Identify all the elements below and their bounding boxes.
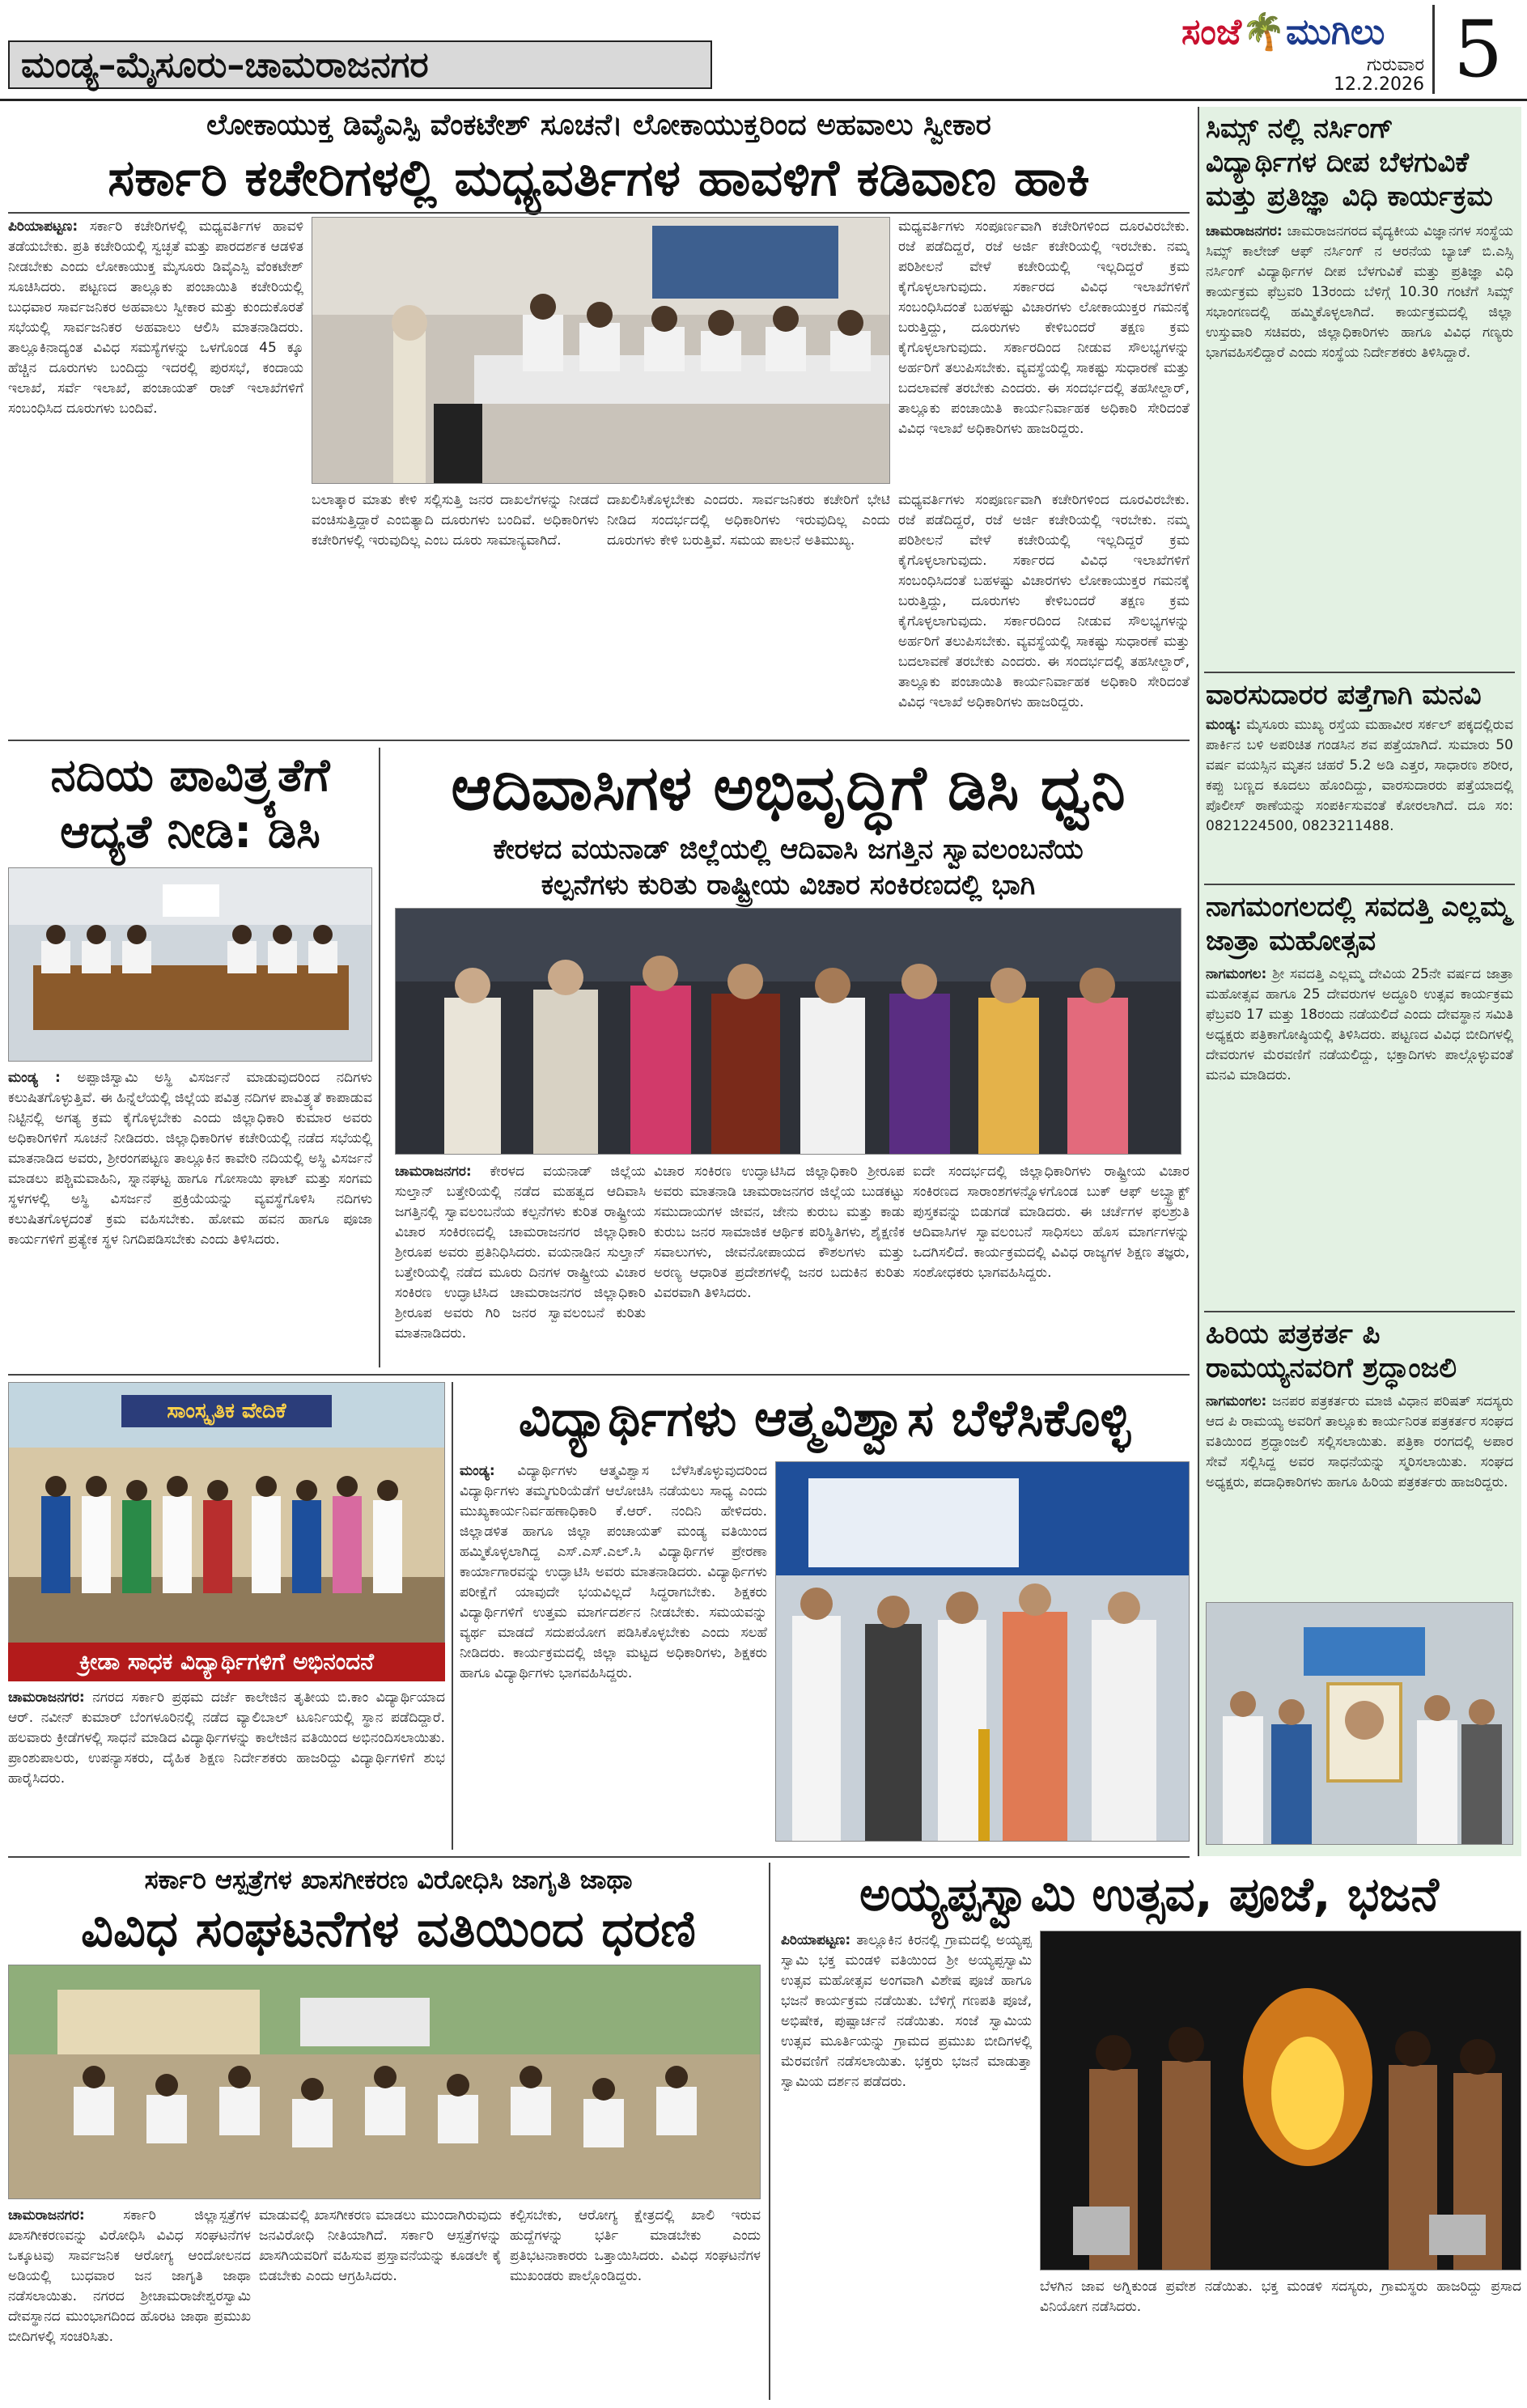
issue-day: ಗುರುವಾರ	[1366, 55, 1424, 75]
story1-bottom-rule	[8, 740, 1190, 741]
story2-headline-2: ಆದ್ಯತೆ ನೀಡಿ: ಡಿಸಿ	[60, 806, 320, 858]
sidebar-story2-headline: ವಾರಸುದಾರರ ಪತ್ತೆಗಾಗಿ ಮನವಿ	[1206, 679, 1482, 711]
mid-rule	[8, 1374, 1190, 1376]
story5-headline: ವಿದ್ಯಾರ್ಥಿಗಳು ಆತ್ಮವಿಶ್ವಾಸ ಬೆಳೆಸಿಕೊಳ್ಳಿ	[518, 1388, 1131, 1448]
story3-column-2: ವಿಚಾರ ಸಂಕಿರಣ ಉದ್ಘಾಟಿಸಿದ ಜಿಲ್ಲಾಧಿಕಾರಿ ಶ್ರೀರೂಪ ಅವರು ಮಾತನಾಡಿ ಚಾಮರಾಜನಗರ ಜಿಲ್ಲೆಯ ಬುಡಕಟ್ಟು ಸಮುದಾಯಗಳ ಜೀವನ, ಜೇನು ಕುರುಬ ಮತ್ತು ಕಾಡು ಕುರುಬ ಜನರ ಸಾಮಾಜಿಕ ಆರ್ಥಿಕ ಪರಿಸ್ಥಿತಿಗಳು, ಶೈಕ್ಷಣಿಕ ಸವಾಲುಗಳು, ಜೀವನೋಪಾಯದ ಕೌಶಲಗಳು ಮತ್ತು ಅರಣ್ಯ ಆಧಾರಿತ ಪ್ರದೇಶಗಳಲ್ಲಿ ಜನರ ಬದುಕಿನ ಕುರಿತು ವಿವರವಾಗಿ ತಿಳಿಸಿದರು.	[654, 1164, 905, 1301]
story2-dateline: ಮಂಡ್ಯ :	[8, 1070, 61, 1086]
meeting-hall-photo	[312, 218, 890, 484]
sidebar-photo	[1206, 1602, 1513, 1845]
issue-date: 12.2.2026	[1334, 74, 1424, 95]
lower-rule	[8, 1856, 1190, 1858]
story2-text: ಅಪ್ಪಾಜಿಸ್ವಾಮಿ ಅಸ್ಥಿ ವಿಸರ್ಜನೆ ಮಾಡುವುದರಿಂದ ನದಿಗಳು ಕಲುಷಿತಗೊಳ್ಳುತ್ತಿವೆ. ಈ ಹಿನ್ನೆಲೆಯಲ್ಲಿ ಜಿಲ್ಲೆಯ ಪವಿತ್ರ ನದಿಗಳ ಪಾವಿತ್ರ್ಯತೆ ಕಾಪಾಡುವ ನಿಟ್ಟಿನಲ್ಲಿ ಅಗತ್ಯ ಕ್ರಮ ಕೈಗೊಳ್ಳಬೇಕು ಎಂದು ಜಿಲ್ಲಾಧಿಕಾರಿ ಕುಮಾರ ಅವರು ಅಧಿಕಾರಿಗಳಿಗೆ ಸೂಚನೆ ನೀಡಿದರು. ಜಿಲ್ಲಾಧಿಕಾರಿಗಳ ಕಚೇರಿಯಲ್ಲಿ ನಡೆದ ಸಭೆಯಲ್ಲಿ ಮಾತನಾಡಿದ ಅವರು, ಶ್ರೀರಂಗಪಟ್ಟಣ ತಾಲ್ಲೂಕಿನ ಕಾವೇರಿ ನದಿಯಲ್ಲಿ ಅಸ್ಥಿ ವಿಸರ್ಜನೆ ಮಾಡಲು ಪಶ್ಚಿಮವಾಹಿನಿ, ಸ್ನಾನಘಟ್ಟ ಹಾಗೂ ಗೋಸಾಯಿ ಘಾಟ್ ಮತ್ತು ಸಂಗಮ ಸ್ಥಳಗಳಲ್ಲಿ ಅಸ್ಥಿ ವಿಸರ್ಜನೆ ಪ್ರಕ್ರಿಯೆಯನ್ನು ವ್ಯವಸ್ಥೆಗೊಳಿಸಿ ನದಿಗಳು ಕಲುಷಿತಗೊಳ್ಳದಂತೆ ಕ್ರಮ ವಹಿಸಬೇಕು. ಹೋಮ ಹವನ ಹಾಗೂ ಪೂಜಾ ಕಾರ್ಯಗಳಿಗೆ ಪ್ರತ್ಯೇಕ ಸ್ಥಳ ನಿಗದಿಪಡಿಸಬೇಕು ಎಂದು ತಿಳಿಸಿದರು.	[8, 1070, 372, 1248]
story7-text: ತಾಲ್ಲೂಕಿನ ಕಿರನಲ್ಲಿ ಗ್ರಾಮದಲ್ಲಿ ಅಯ್ಯಪ್ಪ ಸ್ವಾಮಿ ಭಕ್ತ ಮಂಡಳಿ ವತಿಯಿಂದ ಶ್ರೀ ಅಯ್ಯಪ್ಪಸ್ವಾಮಿ ಉತ್ಸವ ಮಹೋತ್ಸವ ಅಂಗವಾಗಿ ವಿಶೇಷ ಪೂಜೆ ಹಾಗೂ ಭಜನೆ ಕಾರ್ಯಕ್ರಮ ನಡೆಯಿತು. ಬೆಳಿಗ್ಗೆ ಗಣಪತಿ ಪೂಜೆ, ಅಭಿಷೇಕ, ಪುಷ್ಪಾರ್ಚನೆ ನಡೆಯಿತು. ಸಂಜೆ ಸ್ವಾಮಿಯ ಉತ್ಸವ ಮೂರ್ತಿಯನ್ನು ಗ್ರಾಮದ ಪ್ರಮುಖ ಬೀದಿಗಳಲ್ಲಿ ಮೆರವಣಿಗೆ ನಡೆಸಲಾಯಿತು. ಭಕ್ತರು ಭಜನೆ ಮಾಡುತ್ತಾ ಸ್ವಾಮಿಯ ದರ್ಶನ ಪಡೆದರು.	[781, 1932, 1032, 2090]
story6-divider	[769, 1863, 770, 2400]
sidebar-rule-3	[1204, 1311, 1515, 1312]
story3-headline: ಆದಿವಾಸಿಗಳ ಅಭಿವೃದ್ಧಿಗೆ ಡಿಸಿ ಧ್ವನಿ	[451, 752, 1126, 824]
story1-column-5: ಮಧ್ಯವರ್ತಿಗಳು ಸಂಪೂರ್ಣವಾಗಿ ಕಚೇರಿಗಳಿಂದ ದೂರವಿರಬೇಕು. ರಜೆ ಪಡೆದಿದ್ದರೆ, ರಜೆ ಅರ್ಜಿ ಕಚೇರಿಯಲ್ಲಿ ಇರಬೇಕು. ನಮ್ಮ ಪರಿಶೀಲನೆ ವೇಳೆ ಕಚೇರಿಯಲ್ಲಿ ಇಲ್ಲದಿದ್ದರೆ ಕ್ರಮ ಕೈಗೊಳ್ಳಲಾಗುವುದು. ಸರ್ಕಾರದ ವಿವಿಧ ಇಲಾಖೆಗಳಿಗೆ ಸಂಬಂಧಿಸಿದಂತೆ ಬಹಳಷ್ಟು ವಿಚಾರಗಳು ಲೋಕಾಯುಕ್ತರ ಗಮನಕ್ಕೆ ಬರುತ್ತಿದ್ದು, ದೂರುಗಳು ಕೇಳಿಬಂದರೆ ತಕ್ಷಣ ಕ್ರಮ ಕೈಗೊಳ್ಳಲಾಗುವುದು. ಸರ್ಕಾರದಿಂದ ನೀಡುವ ಸೌಲಭ್ಯಗಳನ್ನು ಅರ್ಹರಿಗೆ ತಲುಪಿಸಬೇಕು. ವ್ಯವಸ್ಥೆಯಲ್ಲಿ ಸಾಕಷ್ಟು ಸುಧಾರಣೆ ಮತ್ತು ಬದಲಾವಣೆ ತರಬೇಕು ಎಂದರು. ಈ ಸಂದರ್ಭದಲ್ಲಿ ತಹಸೀಲ್ದಾರ್, ತಾಲ್ಲೂಕು ಪಂಚಾಯಿತಿ ಕಾರ್ಯನಿರ್ವಾಹಕ ಅಧಿಕಾರಿ ಸೇರಿದಂತೆ ವಿವಿಧ ಇಲಾಖೆ ಅಧಿಕಾರಿಗಳು ಹಾಜರಿದ್ದರು.	[898, 492, 1190, 710]
sidebar-rule-1	[1204, 672, 1515, 673]
fire-ritual-photo	[1041, 1931, 1521, 2270]
story7-dateline: ಪಿರಿಯಾಪಟ್ಟಣ:	[781, 1932, 851, 1948]
sidebar-story1-dateline: ಚಾಮರಾಜನಗರ:	[1206, 223, 1283, 240]
story1-column-3: ಬಲಾತ್ಕಾರ ಮಾತು ಕೇಳಿ ಸಲ್ಲಿಸುತ್ತಿ ಜನರ ದಾಖಲೆಗಳನ್ನು ನೀಡದೆ ವಂಚಿಸುತ್ತಿದ್ದಾರೆ ಎಂಬಿತ್ಯಾದಿ ದೂರುಗಳು ಬಂದಿವೆ. ಅಧಿಕಾರಿಗಳು ಕಚೇರಿಗಳಲ್ಲಿ ಇರುವುದಿಲ್ಲ ಎಂಬ ದೂರು ಸಾಮಾನ್ಯವಾಗಿದೆ.	[312, 492, 599, 549]
story7-photo	[1040, 1931, 1521, 2270]
tribute-photo	[1207, 1603, 1513, 1845]
protest-photo	[9, 1965, 761, 2199]
sidebar-story4-dateline: ನಾಗಮಂಗಲ:	[1206, 1393, 1267, 1410]
sidebar-rule-2	[1204, 884, 1515, 885]
story1-rule	[8, 212, 1190, 214]
story3-subhead-2: ಕಲ್ಪನೆಗಳು ಕುರಿತು ರಾಷ್ಟ್ರೀಯ ವಿಚಾರ ಸಂಕಿರಣದಲ್ಲಿ ಭಾಗಿ	[541, 869, 1036, 901]
masthead-brand	[1181, 8, 1424, 57]
story2-body	[8, 1068, 372, 1367]
sidebar-story1-text: ಚಾಮರಾಜನಗರದ ವೈದ್ಯಕೀಯ ವಿಜ್ಞಾನಗಳ ಸಂಸ್ಥೆಯ ಸಿಮ್ಸ್ ಕಾಲೇಜ್ ಆಫ್ ನರ್ಸಿಂಗ್ ನ ಆರನೆಯ ಬ್ಯಾಚ್ ಬಿ.ಎಸ್ಸಿ ನರ್ಸಿಂಗ್ ವಿದ್ಯಾರ್ಥಿಗಳ ದೀಪ ಬೆಳಗುವಿಕೆ ಮತ್ತು ಪ್ರತಿಜ್ಞಾ ವಿಧಿ ಕಾರ್ಯಕ್ರಮ ಫೆಬ್ರವರಿ 13ರಂದು ಬೆಳಿಗ್ಗೆ 10.30 ಗಂಟೆಗೆ ಸಿಮ್ಸ್ ಸಭಾಂಗಣದಲ್ಲಿ ಹಮ್ಮಿಕೊಳ್ಳಲಾಗಿದೆ. ಕಾರ್ಯಕ್ರಮದಲ್ಲಿ ಜಿಲ್ಲಾ ಉಸ್ತುವಾರಿ ಸಚಿವರು, ಜಿಲ್ಲಾಧಿಕಾರಿಗಳು ಹಾಗೂ ವಿವಿಧ ಗಣ್ಯರು ಭಾಗವಹಿಸಲಿದ್ದಾರೆ ಎಂದು ಸಂಸ್ಥೆಯ ನಿರ್ದೇಶಕರು ತಿಳಿಸಿದ್ದಾರೆ.	[1206, 223, 1513, 361]
stage-group-photo	[9, 1383, 445, 1681]
sidebar-story4-headline: ಹಿರಿಯ ಪತ್ರಕರ್ತ ಪಿ ರಾಮಯ್ಯನವರಿಗೆ ಶ್ರದ್ಧಾಂಜಲಿ	[1206, 1318, 1457, 1384]
story3-column-1	[395, 1162, 646, 1367]
story3-column-3: ಐದೇ ಸಂದರ್ಭದಲ್ಲಿ ಜಿಲ್ಲಾಧಿಕಾರಿಗಳು ರಾಷ್ಟ್ರೀಯ ವಿಚಾರ ಸಂಕಿರಣದ ಸಾರಾಂಶಗಳನ್ನೊಳಗೊಂಡ ಬುಕ್ ಆಫ್ ಅಬ್ಸ್ಟ್ರಾಕ್ಟ್ ಪುಸ್ತಕವನ್ನು ಬಿಡುಗಡೆ ಮಾಡಿದರು. ಈ ಚರ್ಚೆಗಳ ಫಲಶ್ರುತಿ ಆದಿವಾಸಿಗಳ ಸ್ವಾವಲಂಬನೆ ಸಾಧಿಸಲು ಹೊಸ ಮಾರ್ಗಗಳನ್ನು ಒದಗಿಸಲಿದೆ. ಕಾರ್ಯಕ್ರಮದಲ್ಲಿ ವಿವಿಧ ರಾಜ್ಯಗಳ ಶಿಕ್ಷಣ ತಜ್ಞರು, ಸಂಶೋಧಕರು ಭಾಗವಹಿಸಿದ್ದರು.	[913, 1164, 1190, 1281]
story1-column-4: ದಾಖಲಿಸಿಕೊಳ್ಳಬೇಕು ಎಂದರು. ಸಾರ್ವಜನಿಕರು ಕಚೇರಿಗೆ ಭೇಟಿ ನೀಡಿದ ಸಂದರ್ಭದಲ್ಲಿ ಅಧಿಕಾರಿಗಳು ಇರುವುದಿಲ್ಲ ಎಂದು ದೂರುಗಳು ಕೇಳಿ ಬರುತ್ತಿವೆ. ಸಮಯ ಪಾಲನೆ ಅತಿಮುಖ್ಯ.	[607, 492, 890, 549]
story6-headline: ವಿವಿಧ ಸಂಘಟನೆಗಳ ವತಿಯಿಂದ ಧರಣಿ	[81, 1899, 696, 1958]
sidebar-story4-text: ಜನಪರ ಪತ್ರಕರ್ತರು ಮಾಜಿ ವಿಧಾನ ಪರಿಷತ್ ಸದಸ್ಯರು ಆದ ಪಿ ರಾಮಯ್ಯ ಅವರಿಗೆ ತಾಲ್ಲೂಕು ಕಾರ್ಯನಿರತ ಪತ್ರಕರ್ತರ ಸಂಘದ ವತಿಯಿಂದ ಶ್ರದ್ಧಾಂಜಲಿ ಸಲ್ಲಿಸಲಾಯಿತು. ಪತ್ರಿಕಾ ರಂಗದಲ್ಲಿ ಅಪಾರ ಸೇವೆ ಸಲ್ಲಿಸಿದ್ದ ಅವರ ಸಾಧನೆಯನ್ನು ಸ್ಮರಿಸಲಾಯಿತು. ಸಂಘದ ಅಧ್ಯಕ್ಷರು, ಪದಾಧಿಕಾರಿಗಳು ಹಾಗೂ ಹಿರಿಯ ಪತ್ರಕರ್ತರು ಹಾಜರಿದ್ದರು.	[1206, 1393, 1513, 1490]
brand-part2: ಮುಗಿಲು	[1285, 11, 1385, 53]
sidebar-story3-dateline: ನಾಗಮಂಗಲ:	[1206, 966, 1267, 982]
sidebar-story4-body	[1206, 1392, 1513, 1594]
story1-kicker: ಲೋಕಾಯುಕ್ತ ಡಿವೈಎಸ್ಪಿ ವೆಂಕಟೇಶ್ ಸೂಚನೆ। ಲೋಕಾಯುಕ್ತರಿಂದ ಅಹವಾಲು ಸ್ವೀಕಾರ	[206, 108, 991, 142]
sidebar-story1-headline: ಸಿಮ್ಸ್ ನಲ್ಲಿ ನರ್ಸಿಂಗ್ ವಿದ್ಯಾರ್ಥಿಗಳ ದೀಪ ಬೆಳಗುವಿಕೆ ಮತ್ತು ಪ್ರತಿಜ್ಞಾ ವಿಧಿ ಕಾರ್ಯಕ್ರಮ	[1206, 112, 1493, 213]
story6-text-1: ಸರ್ಕಾರಿ ಜಿಲ್ಲಾಸ್ಪತ್ರೆಗಳ ಖಾಸಗೀಕರಣವನ್ನು ವಿರೋಧಿಸಿ ವಿವಿಧ ಸಂಘಟನೆಗಳ ಒಕ್ಕೂಟವು ಸಾರ್ವಜನಿಕ ಆರೋಗ್ಯ ಆಂದೋಲನದ ಅಡಿಯಲ್ಲಿ ಬುಧವಾರ ಜನ ಜಾಗೃತಿ ಜಾಥಾ ನಡೆಸಲಾಯಿತು. ನಗರದ ಶ್ರೀಚಾಮರಾಜೇಶ್ವರಸ್ವಾಮಿ ದೇವಸ್ಥಾನದ ಮುಂಭಾಗದಿಂದ ಹೊರಟ ಜಾಥಾ ಪ್ರಮುಖ ಬೀದಿಗಳಲ್ಲಿ ಸಂಚರಿಸಿತು.	[8, 2207, 251, 2345]
story6-kicker: ಸರ್ಕಾರಿ ಆಸ್ಪತ್ರೆಗಳ ಖಾಸಗೀಕರಣ ವಿರೋಧಿಸಿ ಜಾಗೃತಿ ಜಾಥಾ	[144, 1864, 633, 1895]
sidebar-story3-headline: ನಾಗಮಂಗಲದಲ್ಲಿ ಸವದತ್ತಿ ಎಲ್ಲಮ್ಮ ಜಾತ್ರಾ ಮಹೋತ್ಸವ	[1206, 891, 1511, 957]
conference-room-photo	[9, 868, 372, 1062]
story4-text: ನಗರದ ಸರ್ಕಾರಿ ಪ್ರಥಮ ದರ್ಜೆ ಕಾಲೇಜಿನ ತೃತೀಯ ಬಿ.ಕಾಂ ವಿದ್ಯಾರ್ಥಿಯಾದ ಆರ್. ನವೀನ್ ಕುಮಾರ್ ಬೆಂಗಳೂರಿನಲ್ಲಿ ನಡೆದ ವ್ಯಾಲಿಬಾಲ್ ಟೂರ್ನಿಯಲ್ಲಿ ಸ್ಥಾನ ಪಡೆದಿದ್ದಾರೆ. ಹಲವಾರು ಕ್ರೀಡೆಗಳಲ್ಲಿ ಸಾಧನೆ ಮಾಡಿದ ವಿದ್ಯಾರ್ಥಿಗಳನ್ನು ಕಾಲೇಜಿನ ವತಿಯಿಂದ ಅಭಿನಂದಿಸಲಾಯಿತು. ಪ್ರಾಂಶುಪಾಲರು, ಉಪನ್ಯಾಸಕರು, ದೈಹಿಕ ಶಿಕ್ಷಣ ನಿರ್ದೇಶಕರು ಹಾಜರಿದ್ದು ವಿದ್ಯಾರ್ಥಿಗಳಿಗೆ ಶುಭ ಹಾರೈಸಿದರು.	[8, 1689, 445, 1787]
story2-divider	[379, 748, 380, 1367]
section-region-label: ಮಂಡ್ಯ–ಮೈಸೂರು–ಚಾಮರಾಜನಗರ	[8, 40, 712, 89]
story7-headline: ಅಯ್ಯಪ್ಪಸ್ವಾಮಿ ಉತ್ಸವ, ಪೂಜೆ, ಭಜನೆ	[859, 1867, 1439, 1922]
story5-text: ವಿದ್ಯಾರ್ಥಿಗಳು ಆತ್ಮವಿಶ್ವಾಸ ಬೆಳೆಸಿಕೊಳ್ಳುವುದರಿಂದ ವಿದ್ಯಾರ್ಥಿಗಳು ತಮ್ಮಗುರಿಯೆಡೆಗೆ ಆಲೋಚಿಸಿ ನಡೆಯಲು ಸಾಧ್ಯ ಎಂದು ಮುಖ್ಯಕಾರ್ಯನಿರ್ವಹಣಾಧಿಕಾರಿ ಕೆ.ಆರ್. ನಂದಿನಿ ಹೇಳಿದರು. ಜಿಲ್ಲಾಡಳಿತ ಹಾಗೂ ಜಿಲ್ಲಾ ಪಂಚಾಯತ್ ಮಂಡ್ಯ ವತಿಯಿಂದ ಹಮ್ಮಿಕೊಳ್ಳಲಾಗಿದ್ದ ಎಸ್.ಎಸ್.ಎಲ್.ಸಿ ವಿದ್ಯಾರ್ಥಿಗಳ ಪ್ರೇರಣಾ ಕಾರ್ಯಾಗಾರವನ್ನು ಉದ್ಘಾಟಿಸಿ ಅವರು ಮಾತನಾಡಿದರು. ವಿದ್ಯಾರ್ಥಿಗಳು ಪರೀಕ್ಷೆಗೆ ಯಾವುದೇ ಭಯವಿಲ್ಲದೆ ಸಿದ್ಧರಾಗಬೇಕು. ಶಿಕ್ಷಕರು ವಿದ್ಯಾರ್ಥಿಗಳಿಗೆ ಉತ್ತಮ ಮಾರ್ಗದರ್ಶನ ನೀಡಬೇಕು. ಸಮಯವನ್ನು ವ್ಯರ್ಥ ಮಾಡದೆ ಸದುಪಯೋಗ ಪಡಿಸಿಕೊಳ್ಳಬೇಕು ಎಂದು ಸಲಹೆ ನೀಡಿದರು. ಕಾರ್ಯಕ್ರಮದಲ್ಲಿ ಜಿಲ್ಲಾ ಮಟ್ಟದ ಅಧಿಕಾರಿಗಳು, ಶಿಕ್ಷಕರು ಹಾಗೂ ವಿದ್ಯಾರ್ಥಿಗಳು ಭಾಗವಹಿಸಿದ್ದರು.	[460, 1463, 767, 1681]
lamp-lighting-photo	[776, 1462, 1190, 1842]
page-number: 5	[1432, 5, 1521, 94]
story4-body	[8, 1688, 445, 1850]
story1-text-1: ಸರ್ಕಾರಿ ಕಚೇರಿಗಳಲ್ಲಿ ಮಧ್ಯವರ್ತಿಗಳ ಹಾವಳಿ ತಡೆಯಬೇಕು. ಪ್ರತಿ ಕಚೇರಿಯಲ್ಲಿ ಸ್ವಚ್ಛತೆ ಮತ್ತು ಪಾರದರ್ಶಕ ಆಡಳಿತ ನೀಡಬೇಕು ಎಂದು ಲೋಕಾಯುಕ್ತ ಮೈಸೂರು ಡಿವೈಎಸ್ಪಿ ವೆಂಕಟೇಶ್ ಸೂಚಿಸಿದರು. ಪಟ್ಟಣದ ತಾಲ್ಲೂಕು ಪಂಚಾಯಿತಿ ಕಚೇರಿಯಲ್ಲಿ ಬುಧವಾರ ಸಾರ್ವಜನಿಕರ ಅಹವಾಲು ಸ್ವೀಕಾರ ಮತ್ತು ಕುಂದುಕೊರತೆ ಸಭೆಯಲ್ಲಿ ಸಾರ್ವಜನಿಕರ ಅಹವಾಲು ಆಲಿಸಿ ಮಾತನಾಡಿದರು. ತಾಲ್ಲೂಕಿನಾದ್ಯಂತ ವಿವಿಧ ಸಮಸ್ಯೆಗಳನ್ನು ಒಳಗೊಂಡ 45 ಕ್ಕೂ ಹೆಚ್ಚಿನ ದೂರುಗಳು ಬಂದಿದ್ದು ಇದರಲ್ಲಿ ಪುರಸಭೆ, ಕಂದಾಯ ಇಲಾಖೆ, ಸರ್ವೆ ಇಲಾಖೆ, ಪಂಚಾಯತ್ ರಾಜ್ ಇಲಾಖೆಗಳಿಗೆ ಸಂಬಂಧಿಸಿದ ದೂರುಗಳು ಬಂದಿವೆ.	[8, 218, 303, 417]
stage-banner: ಸಾಂಸ್ಕೃತಿಕ ವೇದಿಕೆ	[121, 1395, 332, 1427]
header-rule	[0, 99, 1527, 101]
brand-part1: ಸಂಜೆ	[1181, 11, 1242, 53]
story6-dateline: ಚಾಮರಾಜನಗರ:	[8, 2207, 85, 2224]
story6-column-3: ಕಲ್ಪಿಸಬೇಕು, ಆರೋಗ್ಯ ಕ್ಷೇತ್ರದಲ್ಲಿ ಖಾಲಿ ಇರುವ ಹುದ್ದೆಗಳನ್ನು ಭರ್ತಿ ಮಾಡಬೇಕು ಎಂದು ಪ್ರತಿಭಟನಾಕಾರರು ಒತ್ತಾಯಿಸಿದರು. ವಿವಿಧ ಸಂಘಟನೆಗಳ ಮುಖಂಡರು ಪಾಲ್ಗೊಂಡಿದ್ದರು.	[510, 2207, 761, 2284]
story5-body	[460, 1461, 767, 1850]
story1-dateline: ಪಿರಿಯಾಪಟ್ಟಣ:	[8, 218, 78, 235]
sidebar-story3-text: ಶ್ರೀ ಸವದತ್ತಿ ಎಲ್ಲಮ್ಮ ದೇವಿಯ 25ನೇ ವರ್ಷದ ಜಾತ್ರಾ ಮಹೋತ್ಸವ ಹಾಗೂ 25 ದೇವರುಗಳ ಅದ್ಧೂರಿ ಉತ್ಸವ ಕಾರ್ಯಕ್ರಮ ಫೆಬ್ರವರಿ 17 ಮತ್ತು 18ರಂದು ನಡೆಯಲಿದೆ ಎಂದು ದೇವಸ್ಥಾನ ಸಮಿತಿ ಅಧ್ಯಕ್ಷರು ಪತ್ರಿಕಾಗೋಷ್ಠಿಯಲ್ಲಿ ತಿಳಿಸಿದರು. ಪಟ್ಟಣದ ವಿವಿಧ ಬೀದಿಗಳಲ್ಲಿ ದೇವರುಗಳ ಮೆರವಣಿಗೆ ನಡೆಯಲಿದ್ದು, ಭಕ್ತಾದಿಗಳು ಪಾಲ್ಗೊಳ್ಳುವಂತೆ ಮನವಿ ಮಾಡಿದರು.	[1206, 966, 1513, 1083]
sidebar-story2-dateline: ಮಂಡ್ಯ:	[1206, 717, 1241, 733]
story1-headline: ಸರ್ಕಾರಿ ಕಚೇರಿಗಳಲ್ಲಿ ಮಧ್ಯವರ್ತಿಗಳ ಹಾವಳಿಗೆ ಕಡಿವಾಣ ಹಾಕಿ	[108, 148, 1090, 207]
story4-caption: ಕ್ರೀಡಾ ಸಾಧಕ ವಿದ್ಯಾರ್ಥಿಗಳಿಗೆ ಅಭಿನಂದನೆ	[8, 1643, 445, 1681]
story5-dateline: ಮಂಡ್ಯ:	[460, 1463, 495, 1479]
seminar-release-photo	[396, 909, 1181, 1155]
story3-subhead-1: ಕೇರಳದ ವಯನಾಡ್ ಜಿಲ್ಲೆಯಲ್ಲಿ ಆದಿವಾಸಿ ಜಗತ್ತಿನ ಸ್ವಾವಲಂಬನೆಯ	[493, 833, 1084, 866]
story7-body	[781, 1931, 1032, 2400]
story1-column-2: ಮಧ್ಯವರ್ತಿಗಳು ಸಂಪೂರ್ಣವಾಗಿ ಕಚೇರಿಗಳಿಂದ ದೂರವಿರಬೇಕು. ರಜೆ ಪಡೆದಿದ್ದರೆ, ರಜೆ ಅರ್ಜಿ ಕಚೇರಿಯಲ್ಲಿ ಇರಬೇಕು. ನಮ್ಮ ಪರಿಶೀಲನೆ ವೇಳೆ ಕಚೇರಿಯಲ್ಲಿ ಇಲ್ಲದಿದ್ದರೆ ಕ್ರಮ ಕೈಗೊಳ್ಳಲಾಗುವುದು. ಸರ್ಕಾರದ ವಿವಿಧ ಇಲಾಖೆಗಳಿಗೆ ಸಂಬಂಧಿಸಿದಂತೆ ಬಹಳಷ್ಟು ವಿಚಾರಗಳು ಲೋಕಾಯುಕ್ತರ ಗಮನಕ್ಕೆ ಬರುತ್ತಿದ್ದು, ದೂರುಗಳು ಕೇಳಿಬಂದರೆ ತಕ್ಷಣ ಕ್ರಮ ಕೈಗೊಳ್ಳಲಾಗುವುದು. ಸರ್ಕಾರದಿಂದ ನೀಡುವ ಸೌಲಭ್ಯಗಳನ್ನು ಅರ್ಹರಿಗೆ ತಲುಪಿಸಬೇಕು. ವ್ಯವಸ್ಥೆಯಲ್ಲಿ ಸಾಕಷ್ಟು ಸುಧಾರಣೆ ಮತ್ತು ಬದಲಾವಣೆ ತರಬೇಕು ಎಂದರು. ಈ ಸಂದರ್ಭದಲ್ಲಿ ತಹಸೀಲ್ದಾರ್, ತಾಲ್ಲೂಕು ಪಂಚಾಯಿತಿ ಕಾರ್ಯನಿರ್ವಾಹಕ ಅಧಿಕಾರಿ ಸೇರಿದಂತೆ ವಿವಿಧ ಇಲಾಖೆ ಅಧಿಕಾರಿಗಳು ಹಾಜರಿದ್ದರು.	[898, 218, 1190, 437]
story6-column-2: ಮಾಡುವಲ್ಲಿ ಖಾಸಗೀಕರಣ ಮಾಡಲು ಮುಂದಾಗಿರುವುದು ಜನವಿರೋಧಿ ನೀತಿಯಾಗಿದೆ. ಸರ್ಕಾರಿ ಆಸ್ಪತ್ರೆಗಳನ್ನು ಖಾಸಗಿಯವರಿಗೆ ವಹಿಸುವ ಪ್ರಸ್ತಾವನೆಯನ್ನು ಕೂಡಲೇ ಕೈ ಬಿಡಬೇಕು ಎಂದು ಆಗ್ರಹಿಸಿದರು.	[259, 2207, 502, 2284]
story3-dateline: ಚಾಮರಾಜನಗರ:	[395, 1164, 472, 1180]
sidebar-story2-text: ಮೈಸೂರು ಮುಖ್ಯ ರಸ್ತೆಯ ಮಹಾವೀರ ಸರ್ಕಲ್ ಪಕ್ಕದಲ್ಲಿರುವ ಪಾರ್ಕಿನ ಬಳಿ ಅಪರಿಚಿತ ಗಂಡಸಿನ ಶವ ಪತ್ತೆಯಾಗಿದೆ. ಸುಮಾರು 50 ವರ್ಷ ವಯಸ್ಸಿನ ಮೃತನ ಚಹರೆ 5.2 ಅಡಿ ಎತ್ತರ, ಸಾಧಾರಣ ಶರೀರ, ಕಪ್ಪು ಬಣ್ಣದ ಕೂದಲು ಹೊಂದಿದ್ದು, ವಾರಸುದಾರರು ಪತ್ತೆಯಾದಲ್ಲಿ ಪೊಲೀಸ್ ಠಾಣೆಯನ್ನು ಸಂಪರ್ಕಿಸುವಂತೆ ಕೋರಲಾಗಿದೆ. ದೂ ಸಂ: 0821224500, 0823211488.	[1206, 717, 1513, 834]
story6-column-1	[8, 2206, 251, 2400]
sidebar-story2-body	[1206, 715, 1513, 877]
story5-photo	[775, 1461, 1190, 1842]
story2-photo	[8, 867, 372, 1062]
story7-body-2: ಬೆಳಗಿನ ಜಾವ ಅಗ್ನಿಕುಂಡ ಪ್ರವೇಶ ನಡೆಯಿತು. ಭಕ್ತ ಮಂಡಳಿ ಸದಸ್ಯರು, ಗ್ರಾಮಸ್ಥರು ಹಾಜರಿದ್ದು ಪ್ರಸಾದ ವಿನಿಯೋಗ ನಡೆಸಿದರು.	[1040, 2279, 1521, 2315]
sidebar-story3-body	[1206, 964, 1513, 1304]
story4-divider	[452, 1382, 453, 1850]
story6-photo	[8, 1965, 761, 2199]
story4-dateline: ಚಾಮರಾಜನಗರ:	[8, 1689, 85, 1706]
story3-photo	[395, 908, 1181, 1155]
story1-photo	[312, 217, 890, 484]
story1-column-1	[8, 217, 303, 735]
sidebar-story1-body	[1206, 222, 1513, 667]
story2-headline-1: ನದಿಯ ಪಾವಿತ್ರ್ಯತೆಗೆ	[50, 749, 330, 802]
palm-icon: 🌴	[1241, 11, 1286, 53]
story3-text-1: ಕೇರಳದ ವಯನಾಡ್ ಜಿಲ್ಲೆಯ ಸುಲ್ತಾನ್ ಬತ್ತೇರಿಯಲ್ಲಿ ನಡೆದ ಮಹತ್ವದ ಆದಿವಾಸಿ ಜಗತ್ತಿನಲ್ಲಿ ಸ್ವಾವಲಂಬನೆಯ ಕಲ್ಪನೆಗಳು ಕುರಿತ ರಾಷ್ಟ್ರೀಯ ವಿಚಾರ ಸಂಕಿರಣದಲ್ಲಿ ಚಾಮರಾಜನಗರ ಜಿಲ್ಲಾಧಿಕಾರಿ ಶ್ರೀರೂಪ ಅವರು ಪ್ರತಿನಿಧಿಸಿದರು. ವಯನಾಡಿನ ಸುಲ್ತಾನ್ ಬತ್ತೇರಿಯಲ್ಲಿ ನಡೆದ ಮೂರು ದಿನಗಳ ರಾಷ್ಟ್ರೀಯ ವಿಚಾರ ಸಂಕಿರಣ ಉದ್ಘಾಟಿಸಿದ ಚಾಮರಾಜನಗರ ಜಿಲ್ಲಾಧಿಕಾರಿ ಶ್ರೀರೂಪ ಅವರು ಗಿರಿ ಜನರ ಸ್ವಾವಲಂಬನೆ ಕುರಿತು ಮಾತನಾಡಿದರು.	[395, 1164, 646, 1342]
